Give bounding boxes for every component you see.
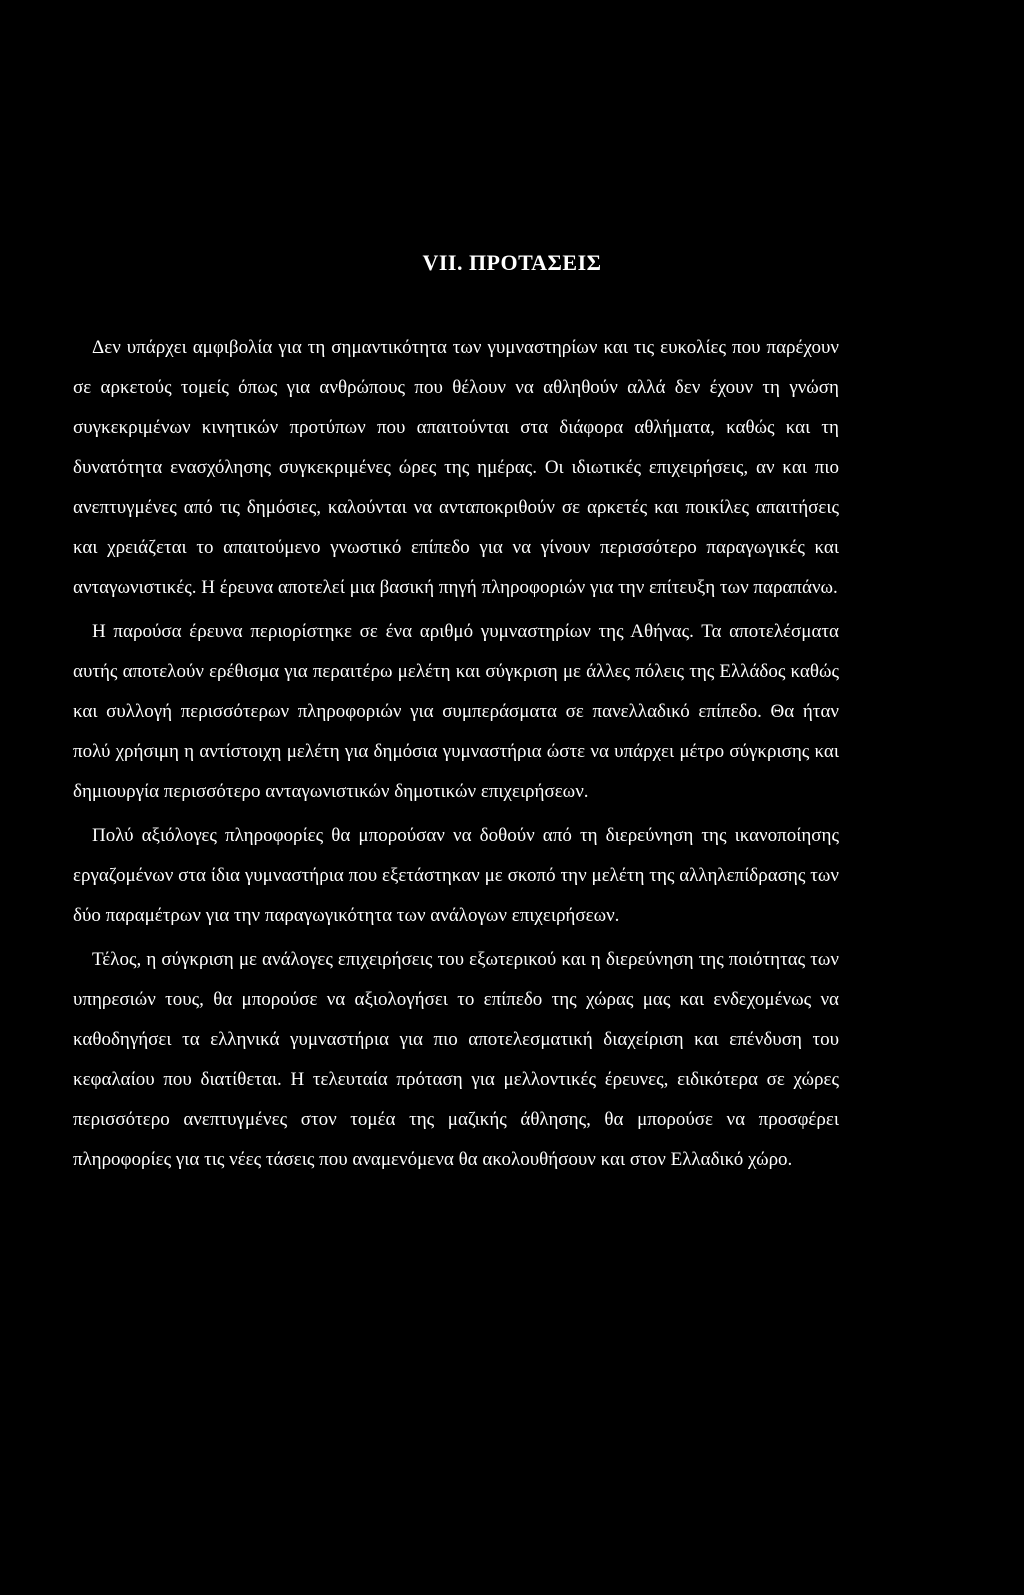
paragraph-4: Τέλος, η σύγκριση με ανάλογες επιχειρήσεις του εξωτερικού και η διερεύνηση της ποιότητας των υπηρεσιών τους, θα μπορούσε να αξιολογήσει το επίπεδο της χώρας μας και ενδεχομένως να καθοδηγήσει τα ελληνικά γυμναστήρια για πιο αποτελεσματική διαχείριση και επένδυση του κεφαλαίου που διατίθεται. Η τελευταία πρόταση για μελλοντικές έρευνες, ειδικότερα σε χώρες περισσότερο ανεπτυγμένες στον τομέα της μαζικής άθλησης, θα μπορούσε να προσφέρει πληροφορίες για τις νέες τάσεις που αναμενόμενα θα ακολουθήσουν και στον Ελλαδικό χώρο. xyxy=(73,949,839,1170)
paragraph-3: Πολύ αξιόλογες πληροφορίες θα μπορούσαν να δοθούν από τη διερεύνηση της ικανοποίησης εργαζομένων στα ίδια γυμναστήρια που εξετάστηκαν με σκοπό την μελέτη της αλληλεπίδρασης των δύο παραμέτρων για την παραγωγικότητα των ανάλογων επιχειρήσεων. xyxy=(73,825,839,926)
body-text xyxy=(73,328,839,1184)
paragraph-2: Η παρούσα έρευνα περιορίστηκε σε ένα αριθμό γυμναστηρίων της Αθήνας. Τα αποτελέσματα αυτής αποτελούν ερέθισμα για περαιτέρω μελέτη και σύγκριση με άλλες πόλεις της Ελλάδος καθώς και συλλογή περισσότερων πληροφοριών για συμπεράσματα σε πανελλαδικό επίπεδο. Θα ήταν πολύ χρήσιμη η αντίστοιχη μελέτη για δημόσια γυμναστήρια ώστε να υπάρχει μέτρο σύγκρισης και δημιουργία περισσότερο ανταγωνιστικών δημοτικών επιχειρήσεων. xyxy=(73,621,839,802)
paragraph-1: Δεν υπάρχει αμφιβολία για τη σημαντικότητα των γυμναστηρίων και τις ευκολίες που παρέχουν σε αρκετούς τομείς όπως για ανθρώπους που θέλουν να αθληθούν αλλά δεν έχουν τη γνώση συγκεκριμένων κινητικών προτύπων που απαιτούνται στα διάφορα αθλήματα, καθώς και τη δυνατότητα ενασχόλησης συγκεκριμένες ώρες της ημέρας. Οι ιδιωτικές επιχειρήσεις, αν και πιο ανεπτυγμένες από τις δημόσιες, καλούνται να ανταποκριθούν σε αρκετές και ποικίλες απαιτήσεις και χρειάζεται το απαιτούμενο γνωστικό επίπεδο για να γίνουν περισσότερο παραγωγικές και ανταγωνιστικές. Η έρευνα αποτελεί μια βασική πηγή πληροφοριών για την επίτευξη των παραπάνω. xyxy=(73,337,839,598)
section-heading: VII. ΠΡΟΤΑΣΕΙΣ xyxy=(422,250,602,275)
